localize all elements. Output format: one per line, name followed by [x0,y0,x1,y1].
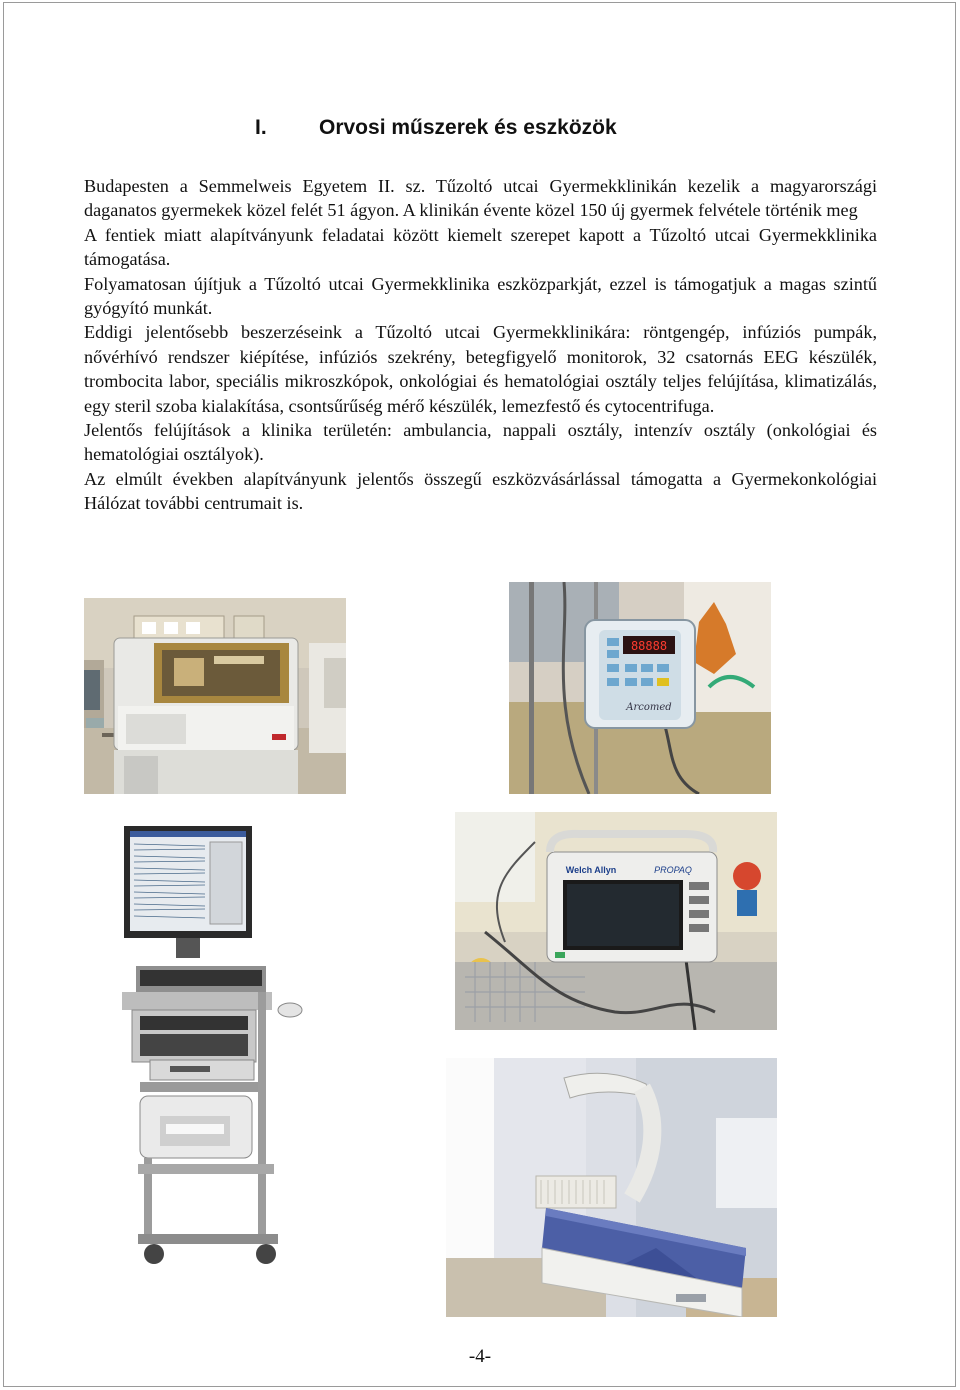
pump-brand-label: Arcomed [626,702,672,713]
section-number: I. [255,116,267,139]
paragraph-4: Eddigi jelentősebb beszerzéseink a Tűzoltó utcai Gyermekklinikára: röntgengép, infúziós pumpák, nővérhívó rendszer kiépítése, infúziós szekrény, betegfigyelő monitorok, 32 csatornás EEG készülék, trombocita labor, speciális mikroszkópok, onkológiai és hematológiai osztály teljes felújítása, klimatizálás, egy steril szoba kialakítása, csontsűrűség mérő készülék, lemezfestő és cytocentrifuga. [84,322,877,416]
photo-eeg-workstation [110,824,332,1270]
body-text [84,174,877,516]
paragraph-5: Jelentős felújítások a klinika területén: ambulancia, nappali osztály, intenzív osztály (onkológiai és hematológiai osztályok). [84,420,877,465]
paragraph-1: Budapesten a Semmelweis Egyetem II. sz. Tűzoltó utcai Gyermekklinikán kezelik a magyarországi daganatos gyermekek közel felét 51 ágyon. A klinikán évente közel 150 új gyermek felvétele történik meg [84,176,877,221]
section-heading [255,116,617,140]
paragraph-2: A fentiek miatt alapítványunk feladatai között kiemelt szerepet kapott a Tűzoltó utcai Gyermekklinika támogatása. [84,224,877,270]
monitor-brand-label: Welch Allyn [565,865,617,875]
monitor-model-label: PROPAQ [654,865,692,875]
photo-bone-densitometer [446,1058,777,1317]
pump-display-digits: 88888 [630,639,668,653]
section-title: Orvosi műszerek és eszközök [319,116,617,139]
photo-infusion-pump [509,582,771,794]
paragraph-3: Folyamatosan újítjuk a Tűzoltó utcai Gyermekklinika eszközparkját, ezzel is támogatjuk a magas szintű gyógyító munkát. [84,273,877,319]
photo-patient-monitor [455,812,777,1030]
paragraph-6: Az elmúlt években alapítványunk jelentős összegű eszközvásárlással támogatta a Gyermekonkológiai Hálózat további centrumait is. [84,468,877,514]
page-number: -4- [468,1346,492,1367]
photo-lab-analyzer [84,598,346,794]
